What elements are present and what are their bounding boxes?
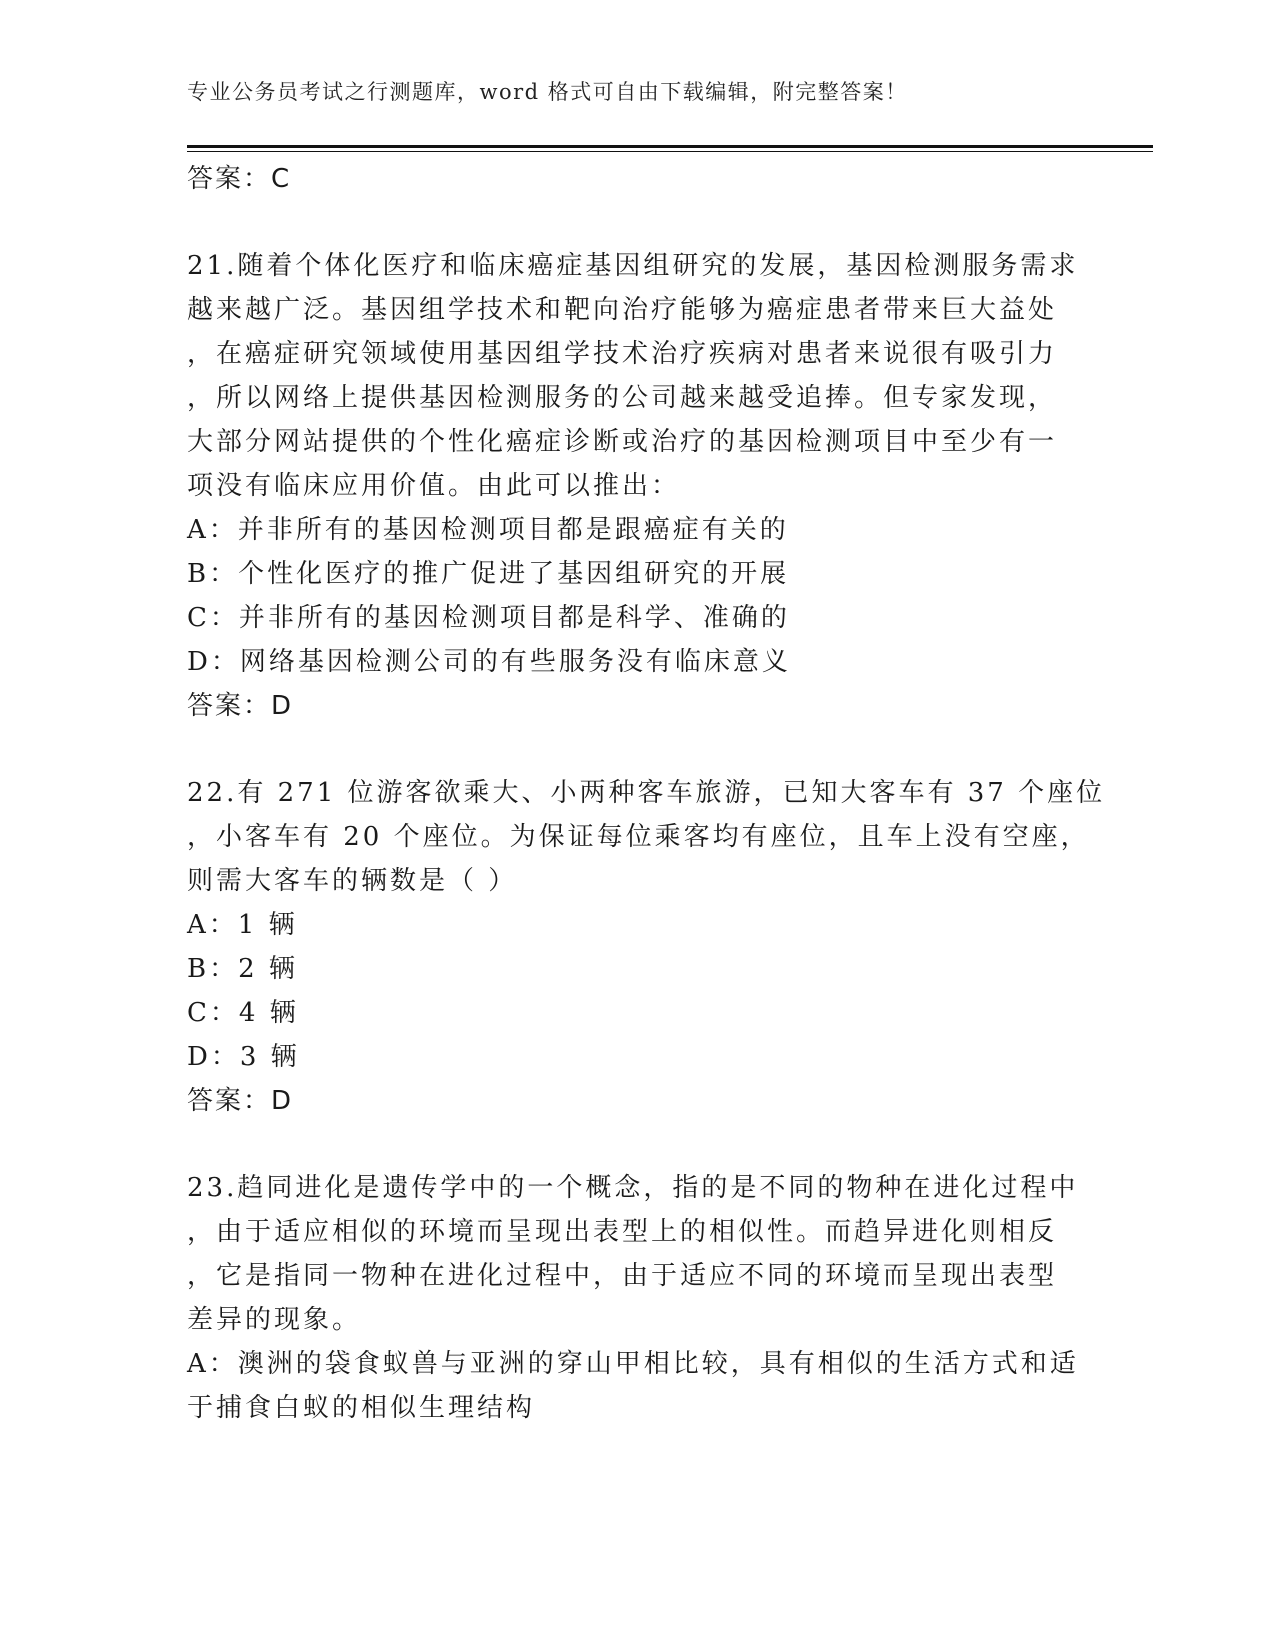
q21-answer: 答案：D (187, 691, 294, 721)
q22-option-a: A：1 辆 (187, 910, 298, 940)
q22-option-c: C：4 辆 (187, 998, 299, 1028)
q22-stem-line: ，小客车有 20 个座位。为保证每位乘客均有座位，且车上没有空座， (187, 822, 1090, 852)
answer-prev: 答案：C (187, 164, 292, 194)
header-rule-thin (187, 151, 1153, 152)
q23-stem-line: ，由于适应相似的环境而呈现出表型上的相似性。而趋异进化则相反 (187, 1217, 1058, 1247)
q23-stem-line: 23.趋同进化是遗传学中的一个概念，指的是不同的物种在进化过程中 (187, 1173, 1079, 1203)
q23-stem-line: ，它是指同一物种在进化过程中，由于适应不同的环境而呈现出表型 (187, 1261, 1058, 1291)
q21-option-b: B：个性化医疗的推广促进了基因组研究的开展 (187, 559, 790, 589)
q23-option-a: A：澳洲的袋食蚁兽与亚洲的穿山甲相比较，具有相似的生活方式和适 (187, 1349, 1079, 1379)
q21-stem-line: ，在癌症研究领域使用基因组学技术治疗疾病对患者来说很有吸引力 (187, 339, 1058, 369)
q21-option-d: D：网络基因检测公司的有些服务没有临床意义 (187, 647, 791, 677)
q22-answer: 答案：D (187, 1086, 294, 1116)
page-header: 专业公务员考试之行测题库，word 格式可自由下载编辑，附完整答案！ (187, 80, 908, 104)
q22-option-d: D：3 辆 (187, 1042, 300, 1072)
q21-stem-line: 项没有临床应用价值。由此可以推出： (187, 471, 681, 501)
q22-option-b: B：2 辆 (187, 954, 298, 984)
q23-stem-line: 差异的现象。 (187, 1305, 362, 1335)
q23-option-a-cont: 于捕食白蚁的相似生理结构 (187, 1393, 536, 1423)
q21-stem-line: ，所以网络上提供基因检测服务的公司越来越受追捧。但专家发现， (187, 383, 1058, 413)
q21-stem-line: 21.随着个体化医疗和临床癌症基因组研究的发展，基因检测服务需求 (187, 251, 1079, 281)
q22-stem-line: 则需大客车的辆数是（ ） (187, 866, 518, 896)
q21-stem-line: 越来越广泛。基因组学技术和靶向治疗能够为癌症患者带来巨大益处 (187, 295, 1058, 325)
q21-stem-line: 大部分网站提供的个性化癌症诊断或治疗的基因检测项目中至少有一 (187, 427, 1058, 457)
q21-option-c: C：并非所有的基因检测项目都是科学、准确的 (187, 603, 790, 633)
header-rule-thick (187, 145, 1153, 148)
q22-stem-line: 22.有 271 位游客欲乘大、小两种客车旅游，已知大客车有 37 个座位 (187, 778, 1106, 808)
q21-option-a: A：并非所有的基因检测项目都是跟癌症有关的 (187, 515, 789, 545)
